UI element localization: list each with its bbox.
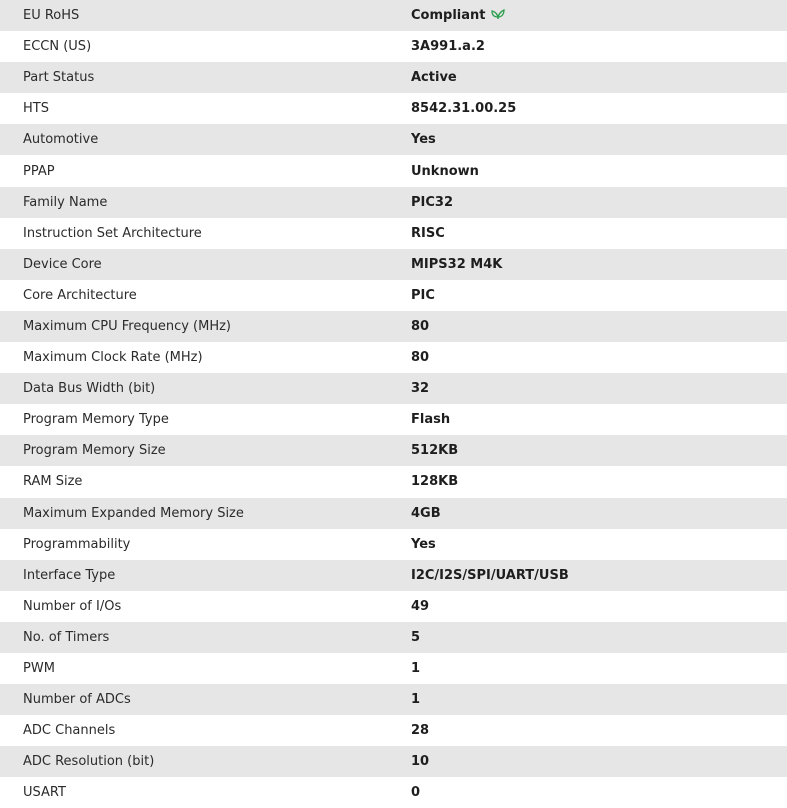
spec-row: [0, 466, 787, 497]
spec-label: Maximum CPU Frequency (MHz): [0, 311, 388, 342]
spec-row: [0, 93, 787, 124]
spec-row: [0, 435, 787, 466]
spec-value: Unknown: [388, 155, 787, 186]
spec-row: [0, 591, 787, 622]
spec-label: Program Memory Size: [0, 435, 388, 466]
spec-value: 80: [388, 342, 787, 373]
spec-label: Data Bus Width (bit): [0, 373, 388, 404]
spec-row: [0, 715, 787, 746]
leaf-icon: [491, 8, 505, 20]
spec-row: [0, 746, 787, 777]
spec-row: [0, 777, 787, 808]
spec-value: Compliant: [411, 8, 486, 24]
spec-label: ADC Channels: [0, 715, 388, 746]
spec-label: Programmability: [0, 529, 388, 560]
spec-value: 4GB: [388, 498, 787, 529]
spec-row: [0, 404, 787, 435]
spec-row: [0, 249, 787, 280]
spec-label: Core Architecture: [0, 280, 388, 311]
spec-label: No. of Timers: [0, 622, 388, 653]
spec-value: 49: [388, 591, 787, 622]
spec-row: [0, 0, 787, 31]
spec-value: Active: [388, 62, 787, 93]
spec-row: [0, 560, 787, 591]
spec-row: [0, 498, 787, 529]
spec-value: 3A991.a.2: [388, 31, 787, 62]
spec-row: [0, 529, 787, 560]
spec-value: Flash: [388, 404, 787, 435]
spec-row: [0, 62, 787, 93]
spec-value: 0: [388, 777, 787, 808]
spec-row: [0, 31, 787, 62]
spec-label: RAM Size: [0, 466, 388, 497]
spec-value: Yes: [388, 124, 787, 155]
spec-value-cell: [388, 0, 787, 31]
spec-value: PIC: [388, 280, 787, 311]
spec-value: 5: [388, 622, 787, 653]
spec-value: I2C/I2S/SPI/UART/USB: [388, 560, 787, 591]
spec-row: [0, 622, 787, 653]
spec-row: [0, 653, 787, 684]
spec-row: [0, 155, 787, 186]
spec-row: [0, 187, 787, 218]
spec-label: Instruction Set Architecture: [0, 218, 388, 249]
spec-value: 28: [388, 715, 787, 746]
spec-label: Automotive: [0, 124, 388, 155]
spec-value: 512KB: [388, 435, 787, 466]
spec-value: Yes: [388, 529, 787, 560]
spec-row: [0, 684, 787, 715]
spec-label: Maximum Clock Rate (MHz): [0, 342, 388, 373]
spec-row: [0, 373, 787, 404]
spec-value: PIC32: [388, 187, 787, 218]
spec-row: [0, 124, 787, 155]
spec-value: MIPS32 M4K: [388, 249, 787, 280]
spec-value: RISC: [388, 218, 787, 249]
spec-value: 32: [388, 373, 787, 404]
spec-row: [0, 218, 787, 249]
spec-label: Number of I/Os: [0, 591, 388, 622]
spec-label: ADC Resolution (bit): [0, 746, 388, 777]
spec-label: PPAP: [0, 155, 388, 186]
spec-label: Program Memory Type: [0, 404, 388, 435]
spec-row: [0, 311, 787, 342]
spec-value: 128KB: [388, 466, 787, 497]
spec-label: Maximum Expanded Memory Size: [0, 498, 388, 529]
spec-label: HTS: [0, 93, 388, 124]
spec-label: Family Name: [0, 187, 388, 218]
spec-value: 10: [388, 746, 787, 777]
spec-label: Interface Type: [0, 560, 388, 591]
spec-value: 80: [388, 311, 787, 342]
spec-label: Device Core: [0, 249, 388, 280]
spec-label: PWM: [0, 653, 388, 684]
spec-value: 8542.31.00.25: [388, 93, 787, 124]
spec-row: [0, 280, 787, 311]
spec-label: ECCN (US): [0, 31, 388, 62]
spec-value: 1: [388, 653, 787, 684]
spec-label: USART: [0, 777, 388, 808]
spec-label: EU RoHS: [0, 0, 388, 31]
spec-row: [0, 342, 787, 373]
spec-label: Number of ADCs: [0, 684, 388, 715]
spec-value: 1: [388, 684, 787, 715]
spec-label: Part Status: [0, 62, 388, 93]
